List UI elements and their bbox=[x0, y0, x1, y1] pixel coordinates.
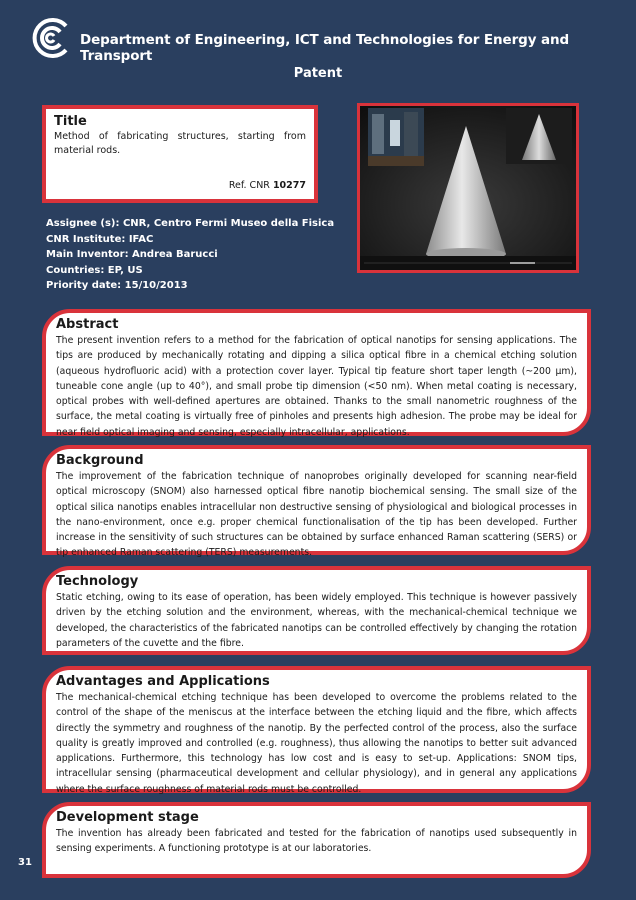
title-heading: Title bbox=[54, 114, 87, 129]
section-text: The mechanical-chemical etching technique has been developed to overcome the problems related to the control of the shape of the meniscus at the interface between the etching liquid and the fibre, which affects directly the symmetry and roughness of the nanotip. By the perfected control of the process, also the surface quality is greatly improved and controlled (e.g. roughness), thus allowing the nanotips to better suit advanced applications. Furthermore, this technology has low cost and is easy to set-up. Applications: SNOM tips, intracellular sensing (pharmaceutical development and cellular physiology), and in general any applications where the surface roughness of material rods must be controlled. bbox=[56, 692, 577, 795]
abstract-section bbox=[42, 309, 591, 436]
title-text: Method of fabricating structures, starting from material rods. bbox=[54, 131, 306, 156]
cnr-logo-icon bbox=[26, 16, 70, 60]
title-box bbox=[42, 105, 318, 203]
inventor: Main Inventor: Andrea Barucci bbox=[46, 249, 218, 260]
patent-meta bbox=[46, 216, 334, 294]
section-text: Static etching, owing to its ease of operation, has been widely employed. This technique is however passively driven by the etching solution and the environment, whereas, with the mechanical-chemical technique we developed, the characteristics of the fabricated nanotips can be controlled effectively by changing the rotation parameters of the cuvette and the fibre. bbox=[56, 592, 577, 649]
technology-section bbox=[42, 566, 591, 655]
section-heading: Technology bbox=[56, 574, 139, 589]
ref-number: 10277 bbox=[272, 180, 306, 191]
nanotip-image bbox=[357, 103, 579, 273]
development-section bbox=[42, 802, 591, 878]
section-text: The invention has already been fabricated and tested for the fabrication of nanotips used subsequently in sensing experiments. A functioning prototype is at our laboratories. bbox=[56, 828, 577, 855]
category-label: Patent bbox=[293, 66, 343, 81]
countries: Countries: EP, US bbox=[46, 264, 143, 276]
institute: CNR Institute: IFAC bbox=[46, 233, 154, 245]
section-heading: Advantages and Applications bbox=[56, 674, 270, 689]
background-section bbox=[42, 445, 591, 559]
department-title: Department of Engineering, ICT and Technologies for Energy and Transport bbox=[80, 32, 570, 64]
section-text: The present invention refers to a method for the fabrication of optical nanotips for sensing applications. The tips are produced by mechanically rotating and dipping a silica optical fibre in a chemical etching solution (aqueous hydrofluoric acid) with a protection cover layer. Typical tip feature short taper length (~200 µm), tuneable cone angle (up to 40°), and small probe tip dimension (<50 nm). When metal coating is necessary, optical probes with well-defined apertures are obtained. Thanks to the small nanometric roughness of the surface, the metal coating is virtually free of pinholes and presents high adhesion. The probe may be ideal for near field optical imaging and sensing, especially intracellular, applications. bbox=[56, 335, 577, 438]
reference-number bbox=[229, 180, 306, 191]
advantages-section bbox=[42, 666, 591, 793]
assignee: Assignee (s): CNR, Centro Fermi Museo della Fisica bbox=[46, 218, 335, 229]
page-number: 31 bbox=[18, 857, 32, 868]
section-heading: Abstract bbox=[56, 317, 119, 332]
section-text: The improvement of the fabrication technique of nanoprobes originally developed for scanning near-field optical microscopy (SNOM) also harnessed optical fibre nanotip biochemical sensing. The small size of the optical silica nanotips enables intracellular non destructive sensing of physiological and biological processes in the nano-environment, once e.g. proper chemical functionalisation of the tip has been developed. Further increase in the sensitivity of such structures can be obtained by surface enhanced Raman scattering (SERS) or tip enhanced Raman scattering (TERS) measurements. bbox=[56, 471, 577, 559]
ref-prefix: Ref. CNR bbox=[228, 180, 270, 191]
section-heading: Background bbox=[56, 453, 144, 468]
section-heading: Development stage bbox=[56, 810, 199, 825]
priority-date: Priority date: 15/10/2013 bbox=[46, 280, 188, 291]
sem-picture bbox=[360, 106, 576, 270]
